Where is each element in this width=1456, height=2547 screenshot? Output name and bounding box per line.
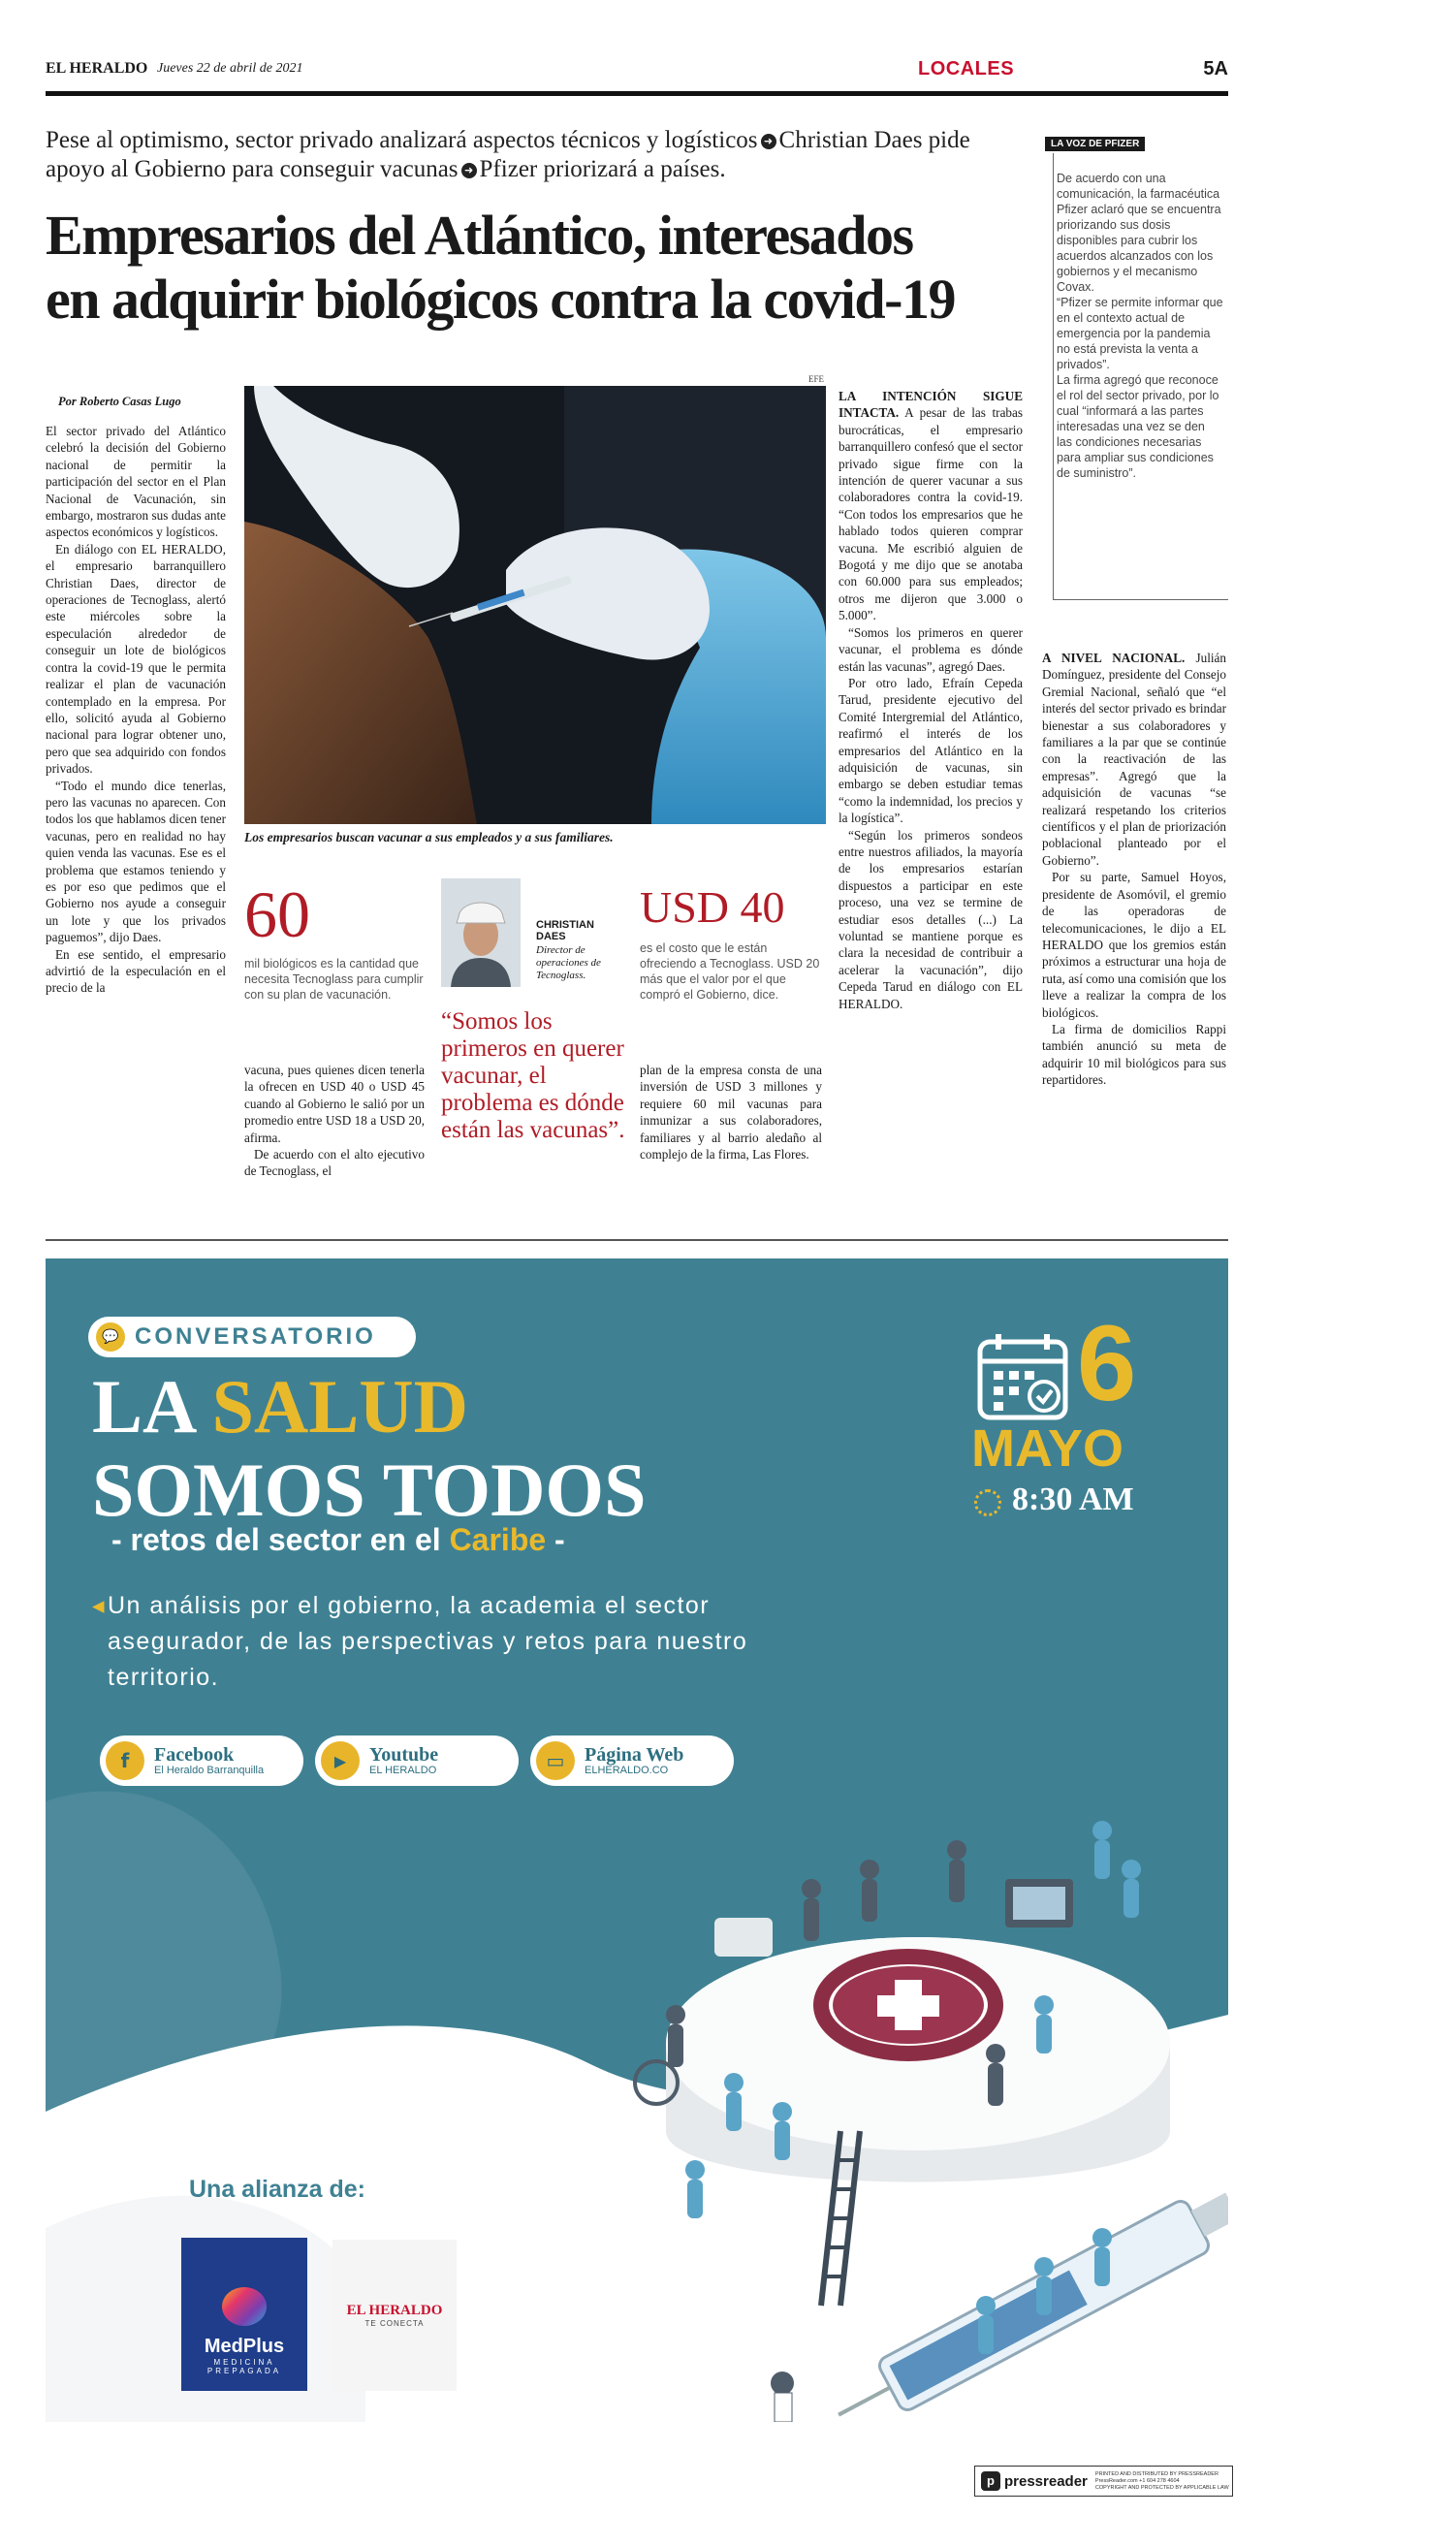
stat-number-60: 60 — [244, 877, 310, 951]
paragraph: LA INTENCIÓN SIGUE INTACTA. A pesar de las trabas burocráticas, el empresario barranquillero confesó que el sector privado sigue firme con la intención de querer vacunar a sus colaboradores contra la covid-19. “Con todos los empresarios que he hablado todos quieren comprar vacuna. Me escribió alguien de Bogotá y me dijo que se anotaba con 60.000 para sus empleados; otros me dijeron que 3.000 o 5.000”. — [839, 389, 1023, 623]
event-description: ◂ Un análisis por el gobierno, la academia el sector asegurador, de las perspectivas y retos para nuestro territorio. — [92, 1592, 748, 1691]
social-web[interactable]: ▭ Página Web ELHERALDO.CO — [530, 1735, 734, 1786]
vaccine-photo — [244, 386, 826, 824]
medplus-logo: MedPlus MEDICINA PREPAGADA — [181, 2238, 307, 2391]
avatar — [441, 878, 521, 987]
arrow-icon: ➜ — [761, 134, 776, 149]
stat-text-usd40: es el costo que le están ofreciendo a Tecnoglass. USD 20 más que el valor por el que compró el Gobierno, dice. — [640, 941, 820, 1002]
event-month: MAYO — [971, 1419, 1124, 1478]
article-column-3 — [640, 1062, 822, 1162]
paragraph: “Todo el mundo dice tenerlas, pero las vacunas no aparecen. Con todos los que hablamos dicen tener vacunas, pero en realidad no hay quien venda las vacunas. Ese es el problema que estamos teniendo y es por eso que pedimos que el Gobierno nos ayude a conseguir un lote y que los privados paguemos”, dijo Daes. — [46, 778, 226, 945]
paragraph: La firma de domicilios Rappi también anunció su meta de adquirir 10 mil biológicos para sus repartidores. — [1042, 1021, 1226, 1088]
paper-name: EL HERALDO — [46, 60, 148, 77]
paragraph: A NIVEL NACIONAL. Julián Domínguez, presidente del Consejo Gremial Nacional, señaló que “el interés del sector privado es brindar bienestar a sus colaboradores y familiares a la par que se continúe con la reactivación de las empresas”. Agregó que la adquisición de vacunas “se realizará respetando los criterios científicos y el plan de priorización poblacional planteado por el Gobierno”. — [1042, 651, 1226, 868]
event-badge: 💬 CONVERSATORIO — [88, 1317, 416, 1357]
profile-name: CHRISTIAN DAES — [536, 919, 594, 942]
profile-role: Director de operaciones de Tecnoglass. — [536, 944, 601, 981]
calendar-icon — [976, 1332, 1069, 1421]
stat-text-60: mil biológicos es la cantidad que necesita Tecnoglass para cumplir con su plan de vacunación. — [244, 957, 424, 1002]
paragraph: En ese sentido, el empresario advirtió de la especulación en el precio de la — [46, 946, 226, 996]
photo-credit: EFE — [808, 374, 825, 384]
event-ad — [46, 1258, 1228, 2422]
event-title: LA SALUD SOMOS TODOS — [92, 1364, 647, 1532]
paragraph: vacuna, pues quienes dicen tenerla la ofrecen en USD 40 o USD 45 cuando al Gobierno le salió por un promedio entre USD 18 a USD 20, afirma. — [244, 1063, 425, 1145]
facebook-icon: f — [106, 1741, 144, 1780]
subhead: LA INTENCIÓN SIGUE INTACTA. — [839, 389, 1023, 421]
paragraph: En diálogo con EL HERALDO, el empresario barranquillero Christian Daes, director de operaciones de Tecnoglass, alertó este miércoles sobre la especulación alrededor de conseguir un lote de biológicos contra la covid-19 que le permita realizar el plan de vacunación contemplado en la empresa. Por ello, solicitó ayuda al Gobierno nacional para lograr obtener uno, pero que sea adquirido con fondos privados. — [46, 541, 226, 777]
event-day: 6 — [1077, 1304, 1137, 1423]
event-subtitle: - retos del sector en el Caribe - — [111, 1522, 565, 1557]
paragraph: Por otro lado, Efraín Cepeda Tarud, presidente ejecutivo del Comité Intergremial del Atlántico, reafirmó el interés de los empresarios del Atlántico en la adquisición de vacunas, sin embargo se deben estudiar temas “como la indemnidad, los precios y la logística”. — [839, 675, 1023, 826]
alliance-label: Una alianza de: — [189, 2176, 365, 2203]
pull-quote: “Somos los primeros en querer vacunar, el problema es dónde están las vacunas”. — [441, 1008, 625, 1143]
issue-date: Jueves 22 de abril de 2021 — [157, 61, 303, 76]
article-column-5 — [1042, 650, 1226, 1089]
pressreader-badge: p pressreader PRINTED AND DISTRIBUTED BY PRESSREADER PressReader.com +1 604 278 4604 COPYRIGHT AND PROTECTED BY APPLICABLE LAW — [974, 2466, 1233, 2497]
medical-illustration — [588, 1763, 1228, 2422]
byline: Por Roberto Casas Lugo — [58, 395, 181, 408]
article-column-4 — [839, 388, 1023, 1012]
paragraph: De acuerdo con el alto ejecutivo de Tecnoglass, el — [244, 1147, 425, 1179]
stat-number-usd40: USD 40 — [640, 882, 785, 932]
elheraldo-logo: EL HERALDO TE CONECTA — [332, 2240, 457, 2391]
article-bottom-rule — [46, 1239, 1228, 1241]
headline: Empresarios del Atlántico, interesados en adquirir biológicos contra la covid-19 — [46, 204, 955, 331]
pfizer-sidebar — [1045, 134, 1226, 599]
sidebar-text: “Pfizer se permite informar que en el contexto actual de emergencia por la pandemia no está prevista la venta a privados”. — [1057, 296, 1223, 371]
social-youtube[interactable]: ▶ Youtube EL HERALDO — [315, 1735, 519, 1786]
monitor-icon: ▭ — [536, 1741, 575, 1780]
sidebar-label: LA VOZ DE PFIZER — [1045, 137, 1145, 151]
arrow-icon: ➜ — [461, 163, 477, 178]
article-column-1 — [46, 423, 226, 997]
pressreader-icon: p — [981, 2471, 1000, 2491]
paragraph: “Somos los primeros en querer vacunar, el problema es dónde están las vacunas”, agregó Daes. — [839, 624, 1023, 674]
paragraph: plan de la empresa consta de una inversión de USD 3 millones y requiere 60 mil vacunas para inmunizar a sus colaboradores, familiares y al barrio aledaño al complejo de la firma, Las Flores. — [640, 1063, 822, 1162]
youtube-icon: ▶ — [321, 1741, 360, 1780]
kicker: Pese al optimismo, sector privado analizará aspectos técnicos y logísticos ➜ Christian Daes pide apoyo al Gobierno para conseguir vacunas ➜ Pfizer priorizará a países. — [46, 127, 970, 182]
page-number: 5A — [1203, 58, 1228, 80]
header-rule — [46, 91, 1228, 96]
sidebar-text: La firma agregó que reconoce el rol del sector privado, por lo cual “informará a las partes interesadas una vez se den las condiciones necesarias para ampliar sus condiciones de suministro”. — [1057, 373, 1219, 480]
event-time: 8:30 AM — [1012, 1481, 1134, 1517]
article-column-2 — [244, 1062, 425, 1180]
sidebar-text: De acuerdo con una comunicación, la farmacéutica Pfizer aclaró que se encuentra priorizando sus dosis disponibles para cubrir los acuerdos alcanzados con los gobiernos y el mecanismo Covax. — [1057, 172, 1221, 294]
paragraph: Por su parte, Samuel Hoyos, presidente de Asomóvil, el gremio de las operadoras de telecomunicaciones, le dijo a EL HERALDO que los gremios están próximos a estructurar una hoja de ruta, así como una comisión que los lleve a realizar la compra de los biológicos. — [1042, 870, 1226, 1020]
chat-icon: 💬 — [96, 1322, 125, 1352]
paragraph: “Según los primeros sondeos entre nuestros afiliados, la mayoría de los empresarios estarían dispuestos a participar en este proceso, una vez se termine de estudiar esos detalles (...) La voluntad se mantiene porque es clara la necesidad de contribuir a acelerar la vacunación”, dijo Cepeda Tarud en diálogo con EL HERALDO. — [839, 827, 1023, 1011]
masthead — [46, 58, 1228, 85]
subhead: A NIVEL NACIONAL. — [1042, 651, 1186, 665]
photo-caption: Los empresarios buscan vacunar a sus empleados y a sus familiares. — [244, 830, 614, 844]
section-label: LOCALES — [918, 58, 1015, 80]
clock-icon — [974, 1489, 1001, 1516]
social-facebook[interactable]: f Facebook El Heraldo Barranquilla — [100, 1735, 303, 1786]
paragraph: El sector privado del Atlántico celebró la decisión del Gobierno nacional de permitir la participación del sector en el Plan Nacional de Vacunación, sin embargo, mostraron sus dudas ante aspectos económicos y logísticos. — [46, 424, 226, 540]
